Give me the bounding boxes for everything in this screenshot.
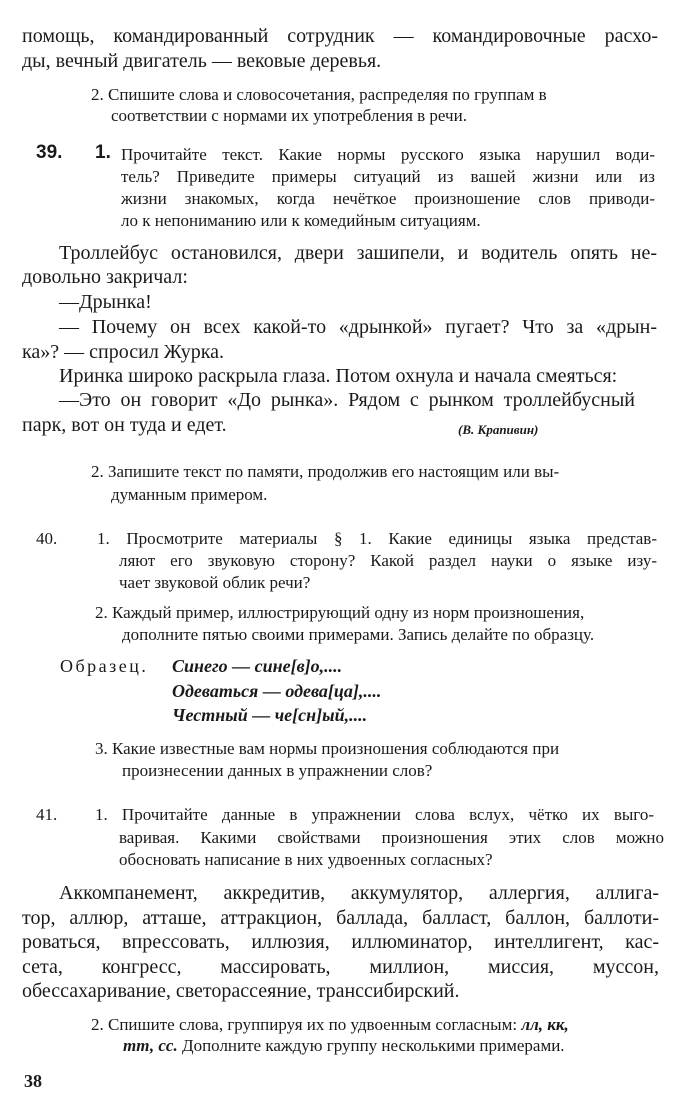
exercise-40-task2-line-2: дополните пятью своими примерами. Запись делайте по образцу. bbox=[122, 625, 595, 644]
story-line-1: Троллейбус остановился, двери зашипели, и водитель опять не- bbox=[59, 242, 657, 264]
exercise-40-number: 40. bbox=[36, 529, 58, 548]
story-line-6: Иринка широко раскрыла глаза. Потом охнула и начала смеяться: bbox=[59, 365, 618, 387]
intro-line-2: ды, вечный двигатель — вековые деревья. bbox=[22, 50, 382, 72]
exercise-41-task2-letters-1: лл, кк, bbox=[521, 1015, 569, 1034]
exercise-41-task1-line-3: обосновать написание в них удвоенных согласных? bbox=[119, 850, 493, 869]
sample-line-1: Синего — сине[в]о,.... bbox=[172, 656, 343, 676]
words-line-1: Аккомпанемент, аккредитив, аккумулятор, аллергия, аллига- bbox=[59, 882, 659, 904]
exercise-41-task2-line-1 bbox=[91, 1016, 569, 1033]
page-number: 38 bbox=[24, 1071, 42, 1091]
exercise-40-task1-line-2: ляют его звуковую сторону? Какой раздел науки о языке изу- bbox=[119, 551, 657, 570]
exercise-39-task2-line-2: думанным примером. bbox=[111, 485, 268, 504]
sample-line-2: Одеваться — одева[ца],.... bbox=[172, 681, 382, 701]
words-line-3: роваться, впрессовать, иллюзия, иллюминатор, интеллигент, кас- bbox=[22, 931, 659, 953]
exercise-40-task1-line-3: чает звуковой облик речи? bbox=[119, 573, 311, 592]
exercise-39-task1-line-1: Прочитайте текст. Какие нормы русского языка нарушил води- bbox=[121, 145, 655, 164]
exercise-41-task2-text: 2. Спишите слова, группируя их по удвоенным согласным: bbox=[91, 1015, 522, 1034]
exercise-39-number: 39. bbox=[36, 142, 63, 163]
story-line-2: довольно закричал: bbox=[22, 266, 188, 288]
story-line-8: парк, вот он туда и едет. bbox=[22, 414, 227, 436]
intro-task2-line-2: соответствии с нормами их употребления в речи. bbox=[111, 106, 467, 125]
exercise-41-task2-rest: Дополните каждую группу несколькими примерами. bbox=[177, 1036, 565, 1055]
words-line-5: обессахаривание, светорассеяние, транссибирский. bbox=[22, 980, 460, 1002]
exercise-39-task2-line-1: 2. Запишите текст по памяти, продолжив его настоящим или вы- bbox=[91, 462, 560, 481]
exercise-40-task2-line-1: 2. Каждый пример, иллюстрирующий одну из норм произношения, bbox=[95, 603, 585, 622]
exercise-41-task2-line-2 bbox=[123, 1037, 565, 1054]
story-line-5: ка»? — спросил Журка. bbox=[22, 341, 225, 363]
words-line-4: сета, конгресс, массировать, миллион, миссия, муссон, bbox=[22, 956, 659, 978]
sample-label: Образец. bbox=[60, 656, 149, 676]
exercise-40-task3-line-2: произнесении данных в упражнении слов? bbox=[122, 761, 433, 780]
story-author: (В. Крапивин) bbox=[458, 422, 539, 437]
exercise-41-task2-letters-2: тт, сс. bbox=[123, 1036, 178, 1055]
exercise-41-number: 41. bbox=[36, 805, 58, 824]
exercise-39-task1-line-3: жизни знакомых, когда нечёткое произношение слов приводи- bbox=[121, 189, 655, 208]
intro-task2-line-1: 2. Спишите слова и словосочетания, распределяя по группам в bbox=[91, 85, 547, 104]
exercise-41-task1-line-2: варивая. Какими свойствами произношения этих слов можно bbox=[119, 828, 664, 847]
exercise-39-task1-line-2: тель? Приведите примеры ситуаций из вашей жизни или из bbox=[121, 167, 655, 186]
exercise-40-task1-line-1: 1. Просмотрите материалы § 1. Какие единицы языка представ- bbox=[97, 529, 657, 548]
exercise-40-task3-line-1: 3. Какие известные вам нормы произношения соблюдаются при bbox=[95, 739, 560, 758]
story-line-3: —Дрынка! bbox=[59, 291, 152, 313]
intro-line-1: помощь, командированный сотрудник — командировочные расхо- bbox=[22, 25, 658, 47]
exercise-39-task1-number: 1. bbox=[95, 142, 111, 163]
story-line-7: —Это он говорит «До рынка». Рядом с рынком троллейбусный bbox=[59, 389, 635, 411]
words-line-2: тор, аллюр, атташе, аттракцион, баллада, балласт, баллон, баллоти- bbox=[22, 907, 659, 929]
exercise-41-task1-line-1: 1. Прочитайте данные в упражнении слова вслух, чётко их выго- bbox=[95, 805, 654, 824]
exercise-39-task1-line-4: ло к непониманию или к комедийным ситуациям. bbox=[121, 211, 481, 230]
sample-line-3: Честный — че[сн]ый,.... bbox=[172, 705, 368, 725]
story-line-4: — Почему он всех какой-то «дрынкой» пугает? Что за «дрын- bbox=[59, 316, 657, 338]
